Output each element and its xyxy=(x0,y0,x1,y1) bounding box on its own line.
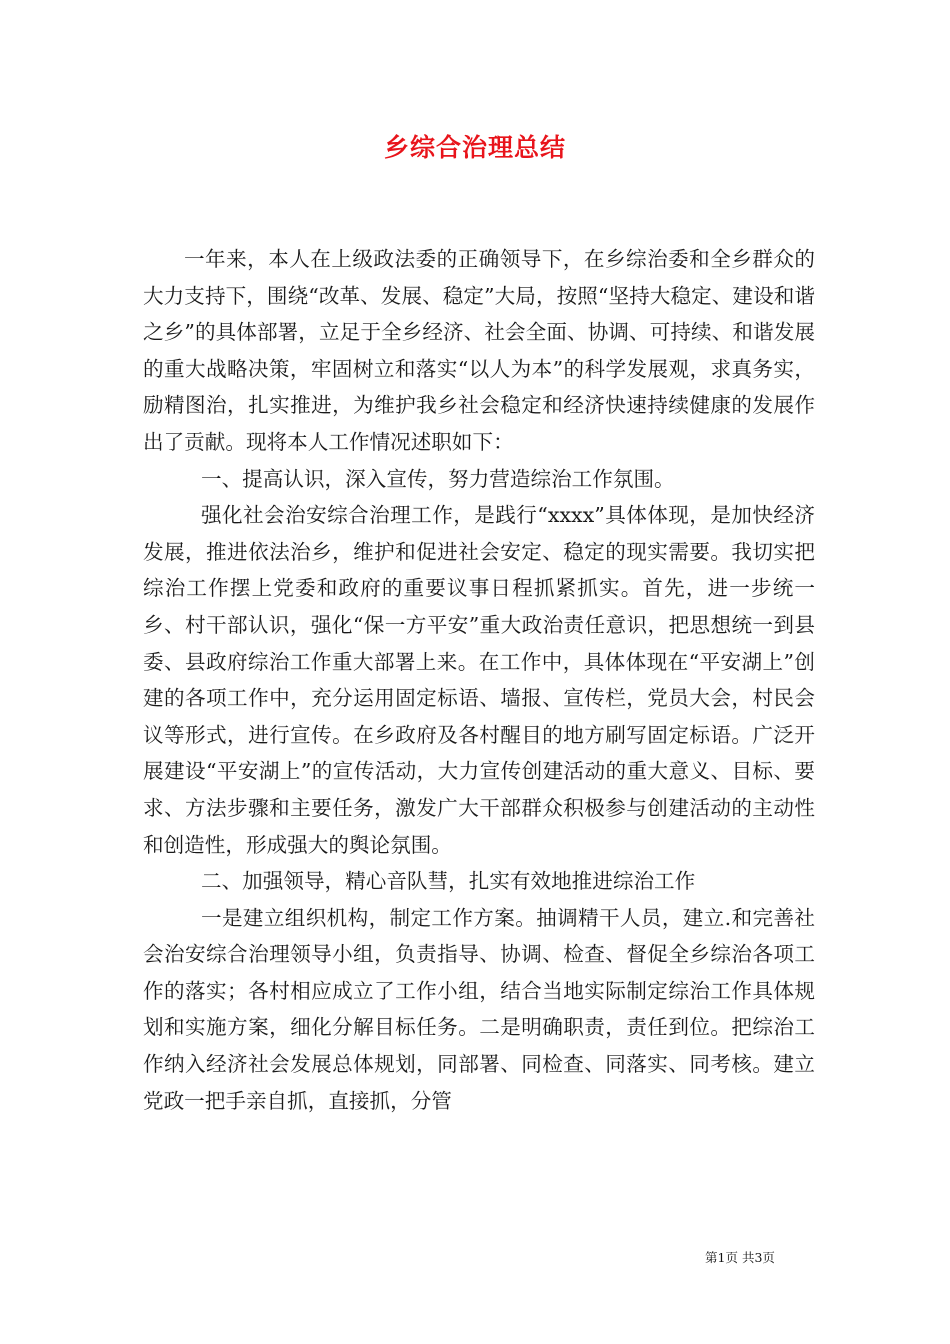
footer-middle: 页 共 xyxy=(725,1250,755,1265)
footer-suffix: 页 xyxy=(762,1250,775,1265)
footer-prefix: 第 xyxy=(705,1250,718,1265)
current-page-number: 1 xyxy=(717,1250,726,1265)
intro-paragraph: 一年来，本人在上级政法委的正确领导下，在乡综治委和全乡群众的大力支持下，围绕“改革、发展、稳定”大局，按照“坚持大稳定、建设和谐之乡”的具体部署，立足于全乡经济、社会全面、协调、可持续、和谐发展的重大战略决策，牢固树立和落实“以人为本”的科学发展观，求真务实，励精图治，扎实推进，为维护我乡社会稳定和经济快速持续健康的发展作出了贡献。现将本人工作情况述职如下： xyxy=(143,247,815,454)
section-1-paragraph: 强化社会治安综合治理工作，是践行“xxxx”具体体现，是加快经济发展，推进依法治乡，维护和促进社会安定、稳定的现实需要。我切实把综治工作摆上党委和政府的重要议事日程抓紧抓实。首先，进一步统一乡、村干部认识，强化“保一方平安”重大政治责任意识，把思想统一到县委、县政府综治工作重大部署上来。在工作中，具体体现在“平安湖上”创建的各项工作中，充分运用固定标语、墙报、宣传栏，党员大会，村民会议等形式，进行宣传。在乡政府及各村醒目的地方刷写固定标语。广泛开展建设“平安湖上”的宣传活动，大力宣传创建活动的重大意义、目标、要求、方法步骤和主要任务，激发广大干部群众积极参与创建活动的主动性和创造性，形成强大的舆论氛围。 xyxy=(143,503,815,857)
section-heading-2: 二、加强领导，精心音队彗，扎实有效地推进综治工作 xyxy=(201,869,696,894)
total-pages-number: 3 xyxy=(754,1250,763,1265)
section-2-paragraph: 一是建立组织机构，制定工作方案。抽调精干人员，建立.和完善社会治安综合治理领导小组，负责指导、协调、检查、督促全乡综治各项工作的落实；各村相应成立了工作小组，结合当地实际制定综治工作具体规划和实施方案，细化分解目标任务。二是明确职责，责任到位。把综治工作纳入经济社会发展总体规划，同部署、同检查、同落实、同考核。建立党政一把手亲自抓，直接抓，分管 xyxy=(143,905,815,1113)
document-title: 乡综合治理总结 xyxy=(383,133,566,162)
page-footer xyxy=(705,1248,775,1266)
section-heading-1: 一、提高认识，深入宣传，努力营造综治工作氛围。 xyxy=(201,466,675,491)
document-body xyxy=(143,241,815,1119)
